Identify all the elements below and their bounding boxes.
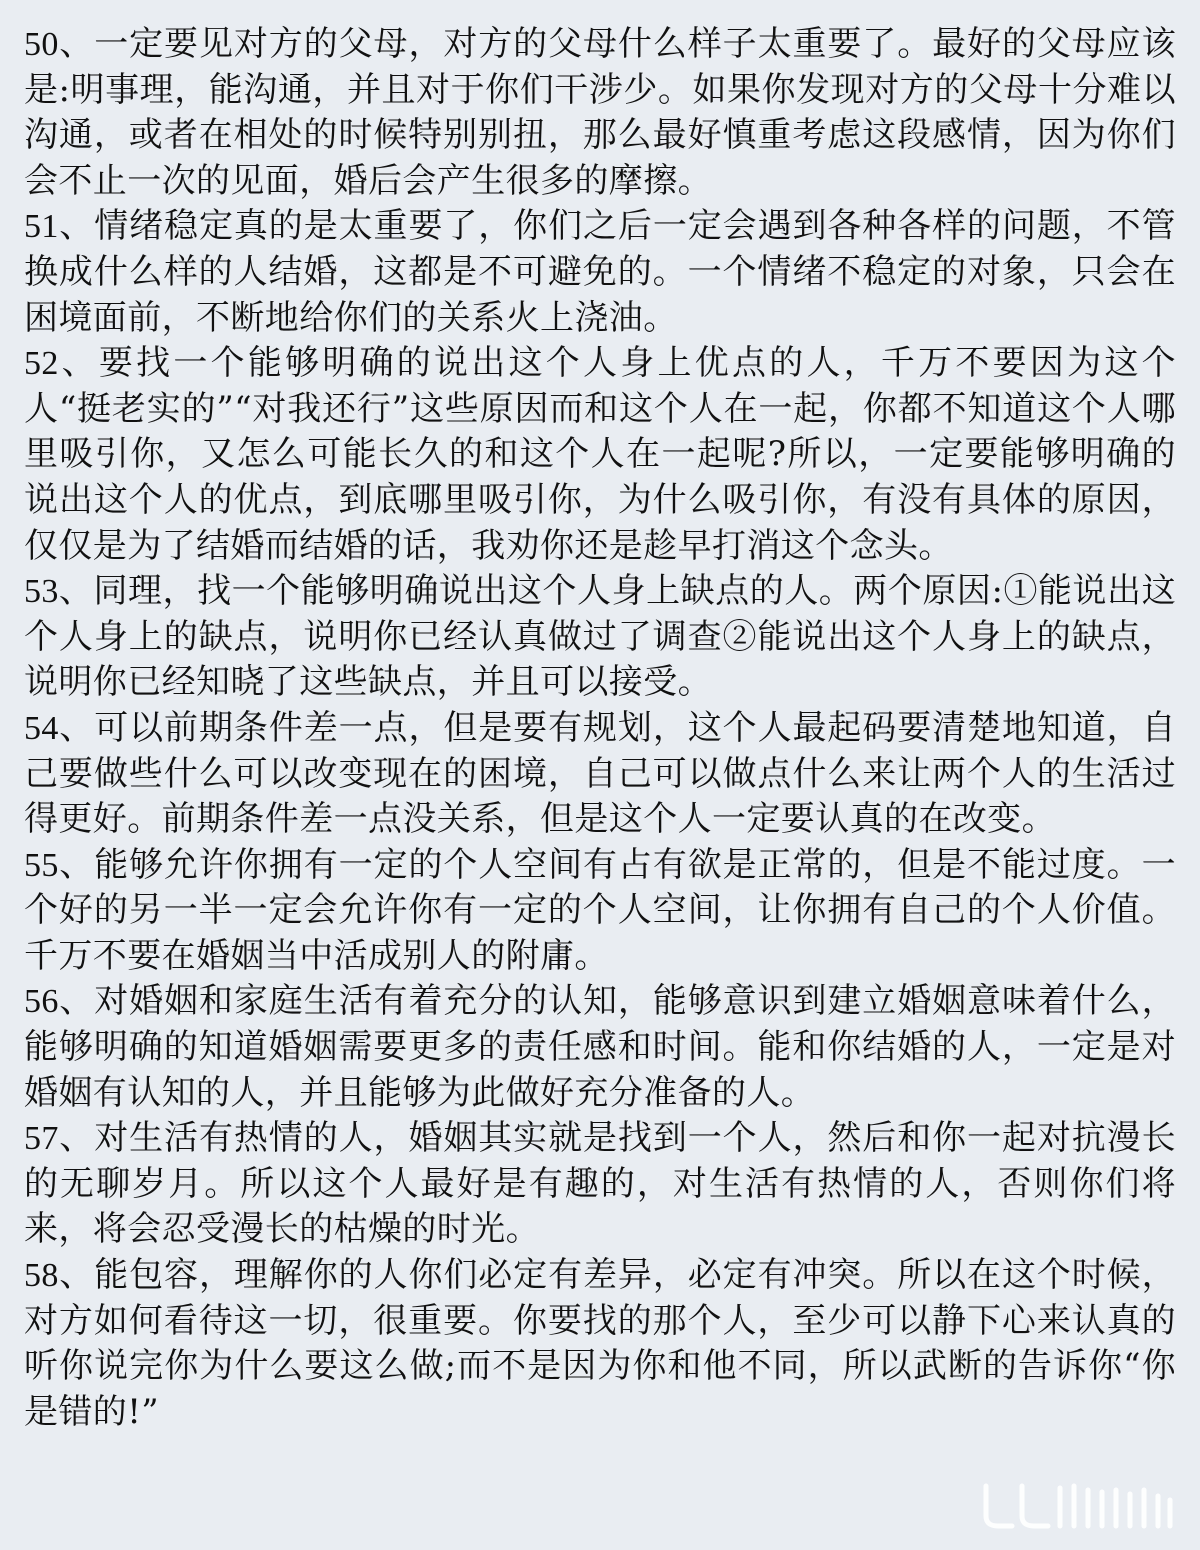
item-number: 53、 [24,573,94,611]
list-item [24,706,1176,843]
watermark-logo [978,1478,1178,1534]
item-number: 58、 [24,1257,95,1295]
item-text: 能够允许你拥有一定的个人空间有占有欲是正常的，但是不能过度。一个好的另一半一定会允许你有一定的个人空间，让你拥有自己的个人价值。千万不要在婚姻当中活成别人的附庸。 [24,844,1176,976]
item-text: 同理，找一个能够明确说出这个人身上缺点的人。两个原因:①能说出这个人身上的缺点，说明你已经认真做过了调查②能说出这个人身上的缺点，说明你已经知晓了这些缺点，并且可以接受。 [24,571,1176,703]
item-text: 对婚姻和家庭生活有着充分的认知，能够意识到建立婚姻意味着什么，能够明确的知道婚姻需要更多的责任感和时间。能和你结婚的人，一定是对婚姻有认知的人，并且能够为此做好充分准备的人。 [24,981,1176,1113]
item-number: 50、 [24,26,95,63]
item-number: 52、 [24,345,99,383]
list-item [24,979,1176,1116]
document-body [24,22,1176,1435]
item-text: 可以前期条件差一点，但是要有规划，这个人最起码要清楚地知道，自己要做些什么可以改变现在的困境，自己可以做点什么来让两个人的生活过得更好。前期条件差一点没关系，但是这个人一定要认真的在改变。 [24,707,1176,840]
item-text: 对生活有热情的人，婚姻其实就是找到一个人，然后和你一起对抗漫长的无聊岁月。所以这个人最好是有趣的，对生活有热情的人，否则你们将来，将会忍受漫长的枯燥的时光。 [24,1118,1176,1250]
list-item [24,1116,1176,1253]
list-item [24,1253,1176,1435]
item-number: 57、 [24,1120,95,1158]
item-text: 一定要见对方的父母，对方的父母什么样子太重要了。最好的父母应该是:明事理，能沟通，并且对于你们干涉少。如果你发现对方的父母十分难以沟通，或者在相处的时候特别别扭，那么最好慎重考虑这段感情，因为你们会不止一次的见面，婚后会产生很多的摩擦。 [24,24,1176,201]
list-item [24,22,1176,204]
item-number: 51、 [24,208,95,246]
item-text: 能包容，理解你的人你们必定有差异，必定有冲突。所以在这个时候，对方如何看待这一切，很重要。你要找的那个人，至少可以静下心来认真的听你说完你为什么要这么做;而不是因为你和他不同，所以武断的告诉你“你是错的!” [24,1255,1176,1432]
item-number: 55、 [24,846,95,884]
list-item [24,204,1176,341]
list-item [24,569,1176,706]
item-number: 56、 [24,983,95,1021]
list-item [24,341,1176,569]
list-item [24,843,1176,980]
item-text: 情绪稳定真的是太重要了，你们之后一定会遇到各种各样的问题，不管换成什么样的人结婚，这都是不可避免的。一个情绪不稳定的对象，只会在困境面前，不断地给你们的关系火上浇油。 [24,206,1176,338]
item-text: 要找一个能够明确的说出这个人身上优点的人，千万不要因为这个人“挺老实的”“对我还行”这些原因而和这个人在一起，你都不知道这个人哪里吸引你，又怎么可能长久的和这个人在一起呢?所以，一定要能够明确的说出这个人的优点，到底哪里吸引你，为什么吸引你，有没有具体的原因，仅仅是为了结婚而结婚的话，我劝你还是趁早打消这个念头。 [24,343,1176,566]
item-number: 54、 [24,709,95,747]
